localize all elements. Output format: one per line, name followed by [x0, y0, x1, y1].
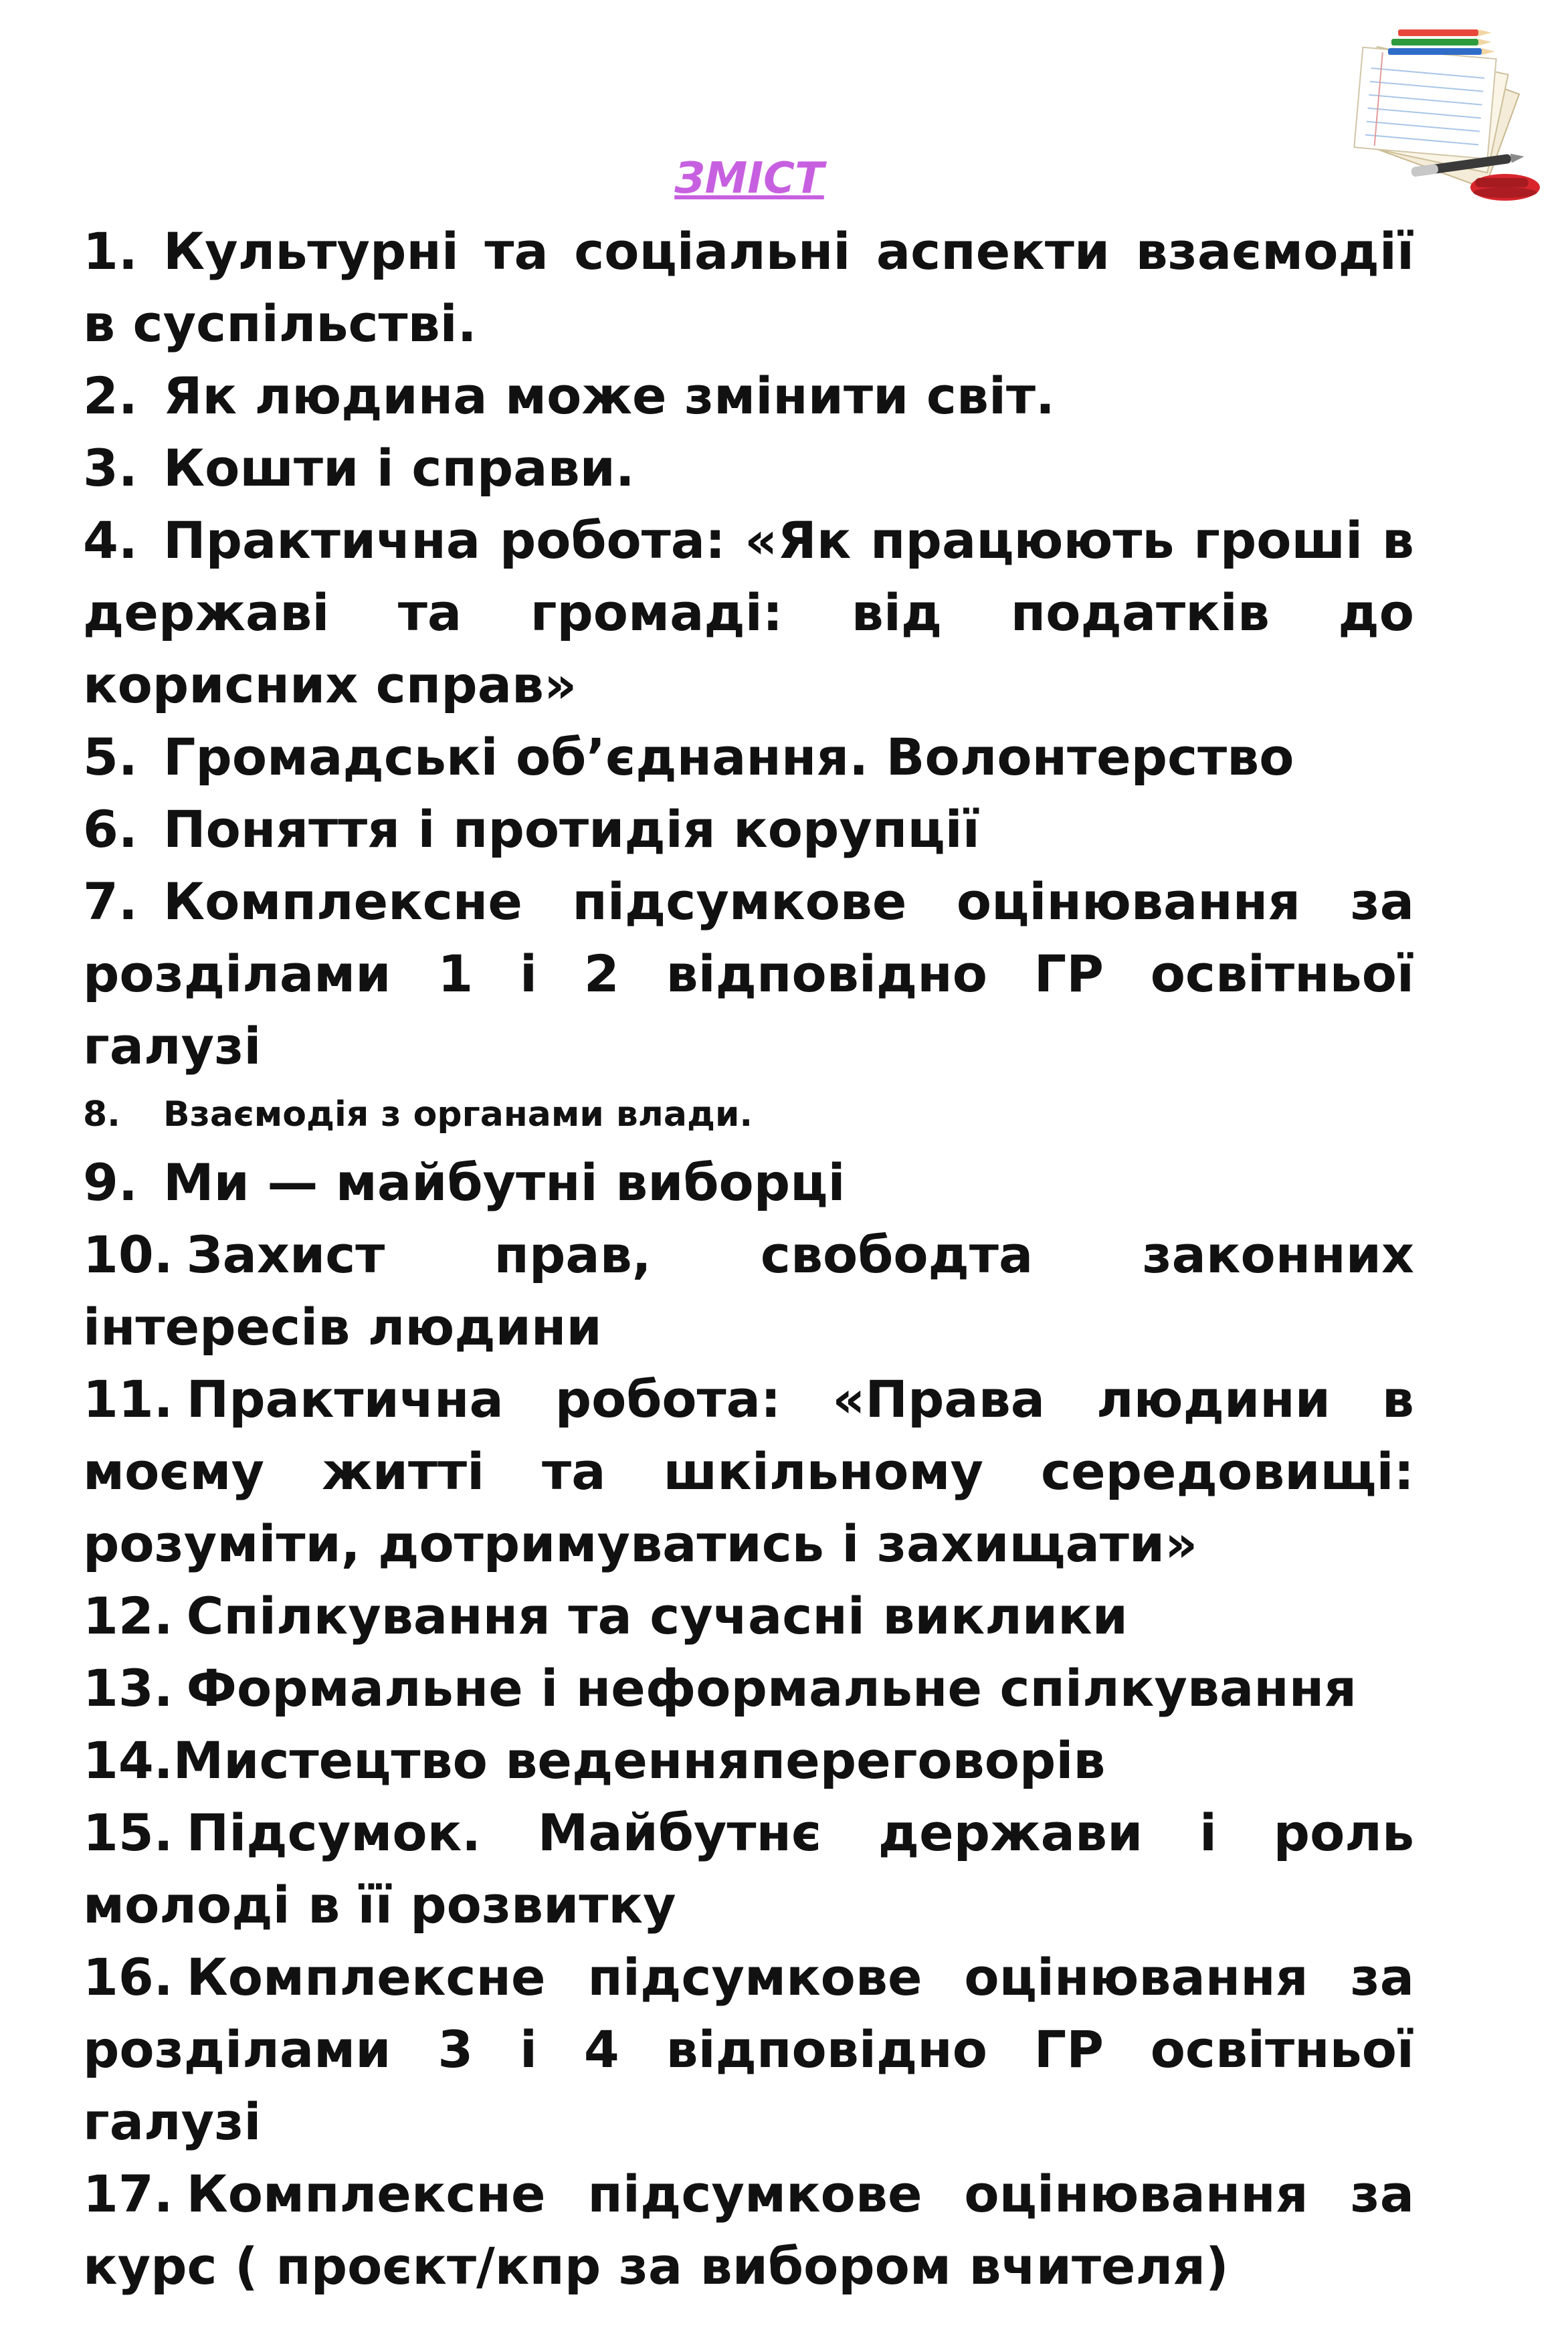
toc-item-text: Поняття і протидія корупції [163, 799, 980, 859]
toc-item-text: Культурні та соціальні аспекти взаємодії в суспільстві. [83, 221, 1414, 353]
toc-item-text: Захист прав, свободта законних інтересів людини [83, 1225, 1414, 1357]
toc-item [83, 1082, 1414, 1147]
toc-item-number: 17. [83, 2164, 173, 2224]
toc-item-text: Підсумок. Майбутнє держави і роль молоді в її розвитку [83, 1803, 1414, 1935]
toc-item [83, 866, 1414, 1082]
toc-item-text: Комплексне підсумкове оцінювання за розділами 3 і 4 відповідно ГР освітньої галузі [83, 1947, 1414, 2151]
toc-item [83, 1363, 1414, 1580]
toc-item-number: 3. [83, 438, 138, 498]
toc-item [83, 432, 1414, 504]
toc-item-number: 10. [83, 1225, 173, 1284]
toc-item [83, 1941, 1414, 2158]
toc-item [83, 1580, 1414, 1652]
toc-item-text: Спілкування та сучасні виклики [186, 1586, 1129, 1646]
toc-item-text: Ми — майбутні виборці [163, 1153, 846, 1212]
table-of-contents [83, 215, 1414, 2302]
toc-item-number: 4. [83, 510, 138, 570]
toc-item-text: Як людина може змінити світ. [163, 366, 1055, 425]
toc-item-text: Практична робота: «Права людини в моєму житті та шкільному середовищі: розуміти, дотримуватись і захищати» [83, 1369, 1414, 1573]
toc-item-number: 6. [83, 799, 138, 859]
toc-item-text: Мистецтво веденняпереговорів [173, 1731, 1106, 1790]
toc-item-number: 15. [83, 1803, 173, 1862]
toc-item [83, 1219, 1414, 1363]
toc-item [83, 1652, 1414, 1725]
toc-item-number: 13. [83, 1658, 173, 1718]
toc-item-number: 12. [83, 1586, 173, 1646]
toc-item-number: 11. [83, 1369, 173, 1429]
toc-item-text: Комплексне підсумкове оцінювання за курс ( проєкт/кпр за вибором вчителя) [83, 2164, 1414, 2296]
toc-item-text: Кошти і справи. [163, 438, 635, 498]
toc-item-text: Комплексне підсумкове оцінювання за розділами 1 і 2 відповідно ГР освітньої галузі [83, 872, 1414, 1076]
toc-item-number: 1. [83, 221, 138, 281]
page-title: ЗМІСТ [674, 154, 824, 203]
toc-item-number: 8. [83, 1094, 120, 1135]
toc-item-text: Взаємодія з органами влади. [163, 1094, 753, 1135]
toc-item-text: Формальне і неформальне спілкування [186, 1658, 1357, 1718]
toc-item-number: 5. [83, 727, 138, 787]
toc-item-number: 7. [83, 872, 138, 931]
toc-item-number: 16. [83, 1947, 173, 2007]
toc-item-number: 9. [83, 1153, 138, 1212]
toc-item [83, 2158, 1414, 2302]
toc-item [83, 721, 1414, 793]
toc-item [83, 504, 1414, 721]
toc-item [83, 360, 1414, 432]
toc-item-number: 14. [83, 1731, 173, 1790]
toc-item-text: Практична робота: «Як працюють гроші в державі та громаді: від податків до корисних справ» [83, 510, 1414, 714]
toc-item-text: Громадські об’єднання. Волонтерство [163, 727, 1294, 787]
toc-item-number: 2. [83, 366, 138, 425]
toc-item [83, 1147, 1414, 1219]
toc-item [83, 1797, 1414, 1941]
toc-item [83, 215, 1414, 360]
toc-item [83, 1725, 1414, 1797]
toc-item [83, 793, 1414, 866]
